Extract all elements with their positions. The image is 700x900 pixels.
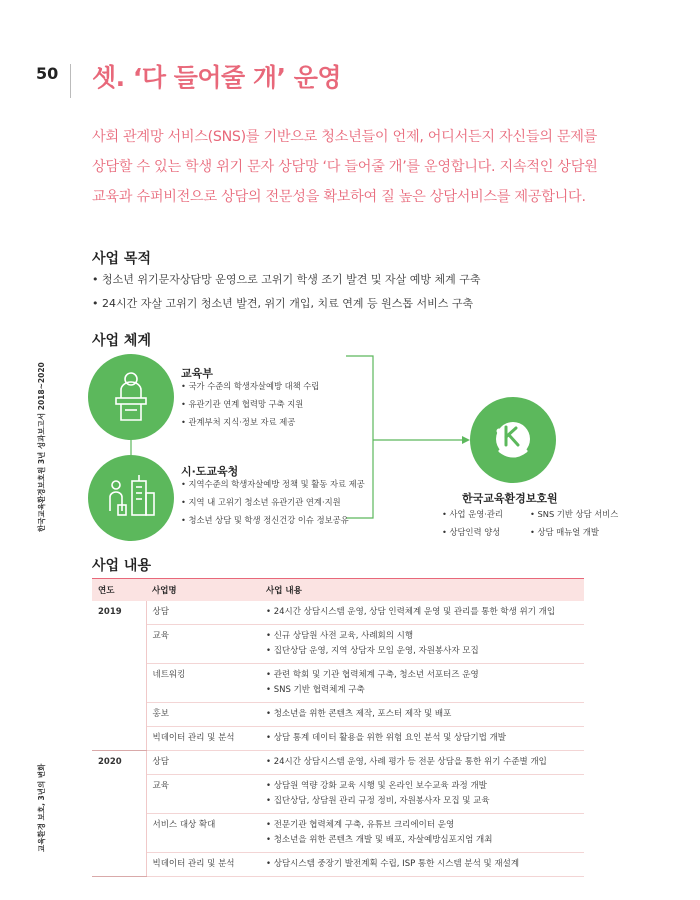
- list-item: • 사업 운영·관리: [442, 509, 503, 519]
- col-detail: 사업 내용: [260, 579, 584, 602]
- page-number: 50: [36, 64, 59, 83]
- intro-line: 사회 관계망 서비스(SNS)를 기반으로 청소년들이 언제, 어디서든지 자신들의 문제를: [92, 129, 598, 145]
- detail-line: • SNS 기반 협력체계 구축: [266, 685, 365, 695]
- table-row: [92, 814, 584, 853]
- list-item: • 지역 내 고위기 청소년 유관기관 연계·지원: [181, 497, 341, 507]
- kedi-circle: [470, 397, 556, 483]
- kedi-name: 한국교육환경보호원: [462, 492, 558, 505]
- content-table: [92, 578, 584, 877]
- list-item: • 청소년 위기문자상담망 운영으로 고위기 학생 조기 발견 및 자살 예방 체계 구축: [92, 273, 481, 286]
- detail-line: • 상담원 역량 강화 교육 시행 및 온라인 보수교육 과정 개발: [266, 781, 487, 791]
- col-year: 연도: [92, 579, 146, 602]
- side-chapter-title: 교육환경 보호, 3년의 변화: [37, 763, 46, 852]
- table-row: [92, 625, 584, 664]
- table-row: [92, 727, 584, 751]
- detail-line: • 청소년을 위한 콘텐츠 개발 및 배포, 자살예방심포지엄 개최: [266, 835, 493, 845]
- detail-line: • 상담 통계 데이터 활용을 위한 위험 요인 분석 및 상담기법 개발: [266, 733, 507, 743]
- intro-line: 상담할 수 있는 학생 위기 문자 상담망 ‘다 들어줄 개’를 운영합니다. 지속적인 상담원: [92, 159, 598, 175]
- table-header-row: [92, 579, 584, 602]
- detail-line: • 청소년을 위한 콘텐츠 제작, 포스터 제작 및 배포: [266, 709, 452, 719]
- ministry-name: 교육부: [181, 367, 213, 380]
- list-item: • 상담인력 양성: [442, 527, 501, 537]
- list-item: • 청소년 상담 및 학생 정신건강 이슈 정보공유: [181, 515, 349, 525]
- lecturer-icon: [88, 354, 174, 440]
- detail-line: • 신규 상담원 사전 교육, 사례회의 시행: [266, 631, 414, 641]
- ministry-items: [181, 377, 319, 431]
- list-item: • 상담 매뉴얼 개발: [530, 527, 599, 537]
- cell-year: 2019: [92, 601, 146, 751]
- page-title: 셋. ‘다 들어줄 개’ 운영: [92, 63, 342, 92]
- list-item: • 국가 수준의 학생자살예방 대책 수립: [181, 381, 320, 391]
- cell-detail: [260, 727, 584, 751]
- cell-detail: [260, 751, 584, 775]
- cell-name: 네트워킹: [146, 664, 260, 703]
- office-name: 시·도교육청: [181, 465, 239, 478]
- table-row: [92, 664, 584, 703]
- detail-line: • 24시간 상담시스템 운영, 상담 인력체계 운영 및 관리를 통한 학생 위기 개입: [266, 607, 556, 617]
- list-item: • 지역수준의 학생자살예방 정책 및 활동 자료 제공: [181, 479, 365, 489]
- cell-name: 교육: [146, 775, 260, 814]
- cell-name: 교육: [146, 625, 260, 664]
- cell-year: 2020: [92, 751, 146, 877]
- table-row: [92, 775, 584, 814]
- cell-name: 홍보: [146, 703, 260, 727]
- detail-line: • 집단상담 운영, 지역 상담자 모임 운영, 자원봉사자 모집: [266, 646, 479, 656]
- cell-detail: [260, 625, 584, 664]
- city-icon: [88, 455, 174, 541]
- office-items: [181, 475, 365, 529]
- detail-line: • 상담시스템 중장기 발전계획 수립, ISP 통한 시스템 분석 및 재설계: [266, 859, 520, 869]
- list-item: • SNS 기반 상담 서비스: [530, 509, 619, 519]
- cell-detail: [260, 703, 584, 727]
- table-row: [92, 703, 584, 727]
- cell-name: 빅데이터 관리 및 분석: [146, 727, 260, 751]
- detail-line: • 집단상담, 상담원 관리 규정 정비, 자원봉사자 모집 및 교육: [266, 796, 490, 806]
- detail-line: • 관련 학회 및 기관 협력체계 구축, 청소년 서포터즈 운영: [266, 670, 479, 680]
- cell-name: 상담: [146, 601, 260, 625]
- intro-line: 교육과 슈퍼비전으로 상담의 전문성을 확보하여 질 높은 상담서비스를 제공합니다.: [92, 189, 586, 205]
- kedi-items: [442, 505, 618, 541]
- list-item: • 관계부처 지식·정보 자료 제공: [181, 417, 296, 427]
- cell-detail: [260, 814, 584, 853]
- cell-name: 상담: [146, 751, 260, 775]
- cell-name: 서비스 대상 확대: [146, 814, 260, 853]
- cell-detail: [260, 853, 584, 877]
- kedi-logo-icon: [470, 397, 556, 483]
- table-row: [92, 751, 584, 775]
- list-item: • 유관기관 연계 협력망 구축 지원: [181, 399, 304, 409]
- content-heading: 사업 내용: [92, 558, 151, 574]
- system-heading: 사업 체계: [92, 333, 151, 349]
- cell-detail: [260, 601, 584, 625]
- purpose-heading: 사업 목적: [92, 251, 151, 267]
- table-row: [92, 601, 584, 625]
- detail-line: • 24시간 상담시스템 운영, 사례 평가 등 전문 상담을 통한 위기 수준별 개입: [266, 757, 547, 767]
- office-circle: [88, 455, 174, 541]
- ministry-circle: [88, 354, 174, 440]
- col-name: 사업명: [146, 579, 260, 602]
- cell-detail: [260, 775, 584, 814]
- cell-detail: [260, 664, 584, 703]
- table-row: [92, 853, 584, 877]
- cell-name: 빅데이터 관리 및 분석: [146, 853, 260, 877]
- side-report-title: 한국교육환경보호원 3년 성과보고서 2018~2020: [37, 362, 46, 532]
- list-item: • 24시간 자살 고위기 청소년 발견, 위기 개입, 치료 연계 등 원스톱 서비스 구축: [92, 297, 474, 310]
- detail-line: • 전문기관 협력체계 구축, 유튜브 크리에이터 운영: [266, 820, 455, 830]
